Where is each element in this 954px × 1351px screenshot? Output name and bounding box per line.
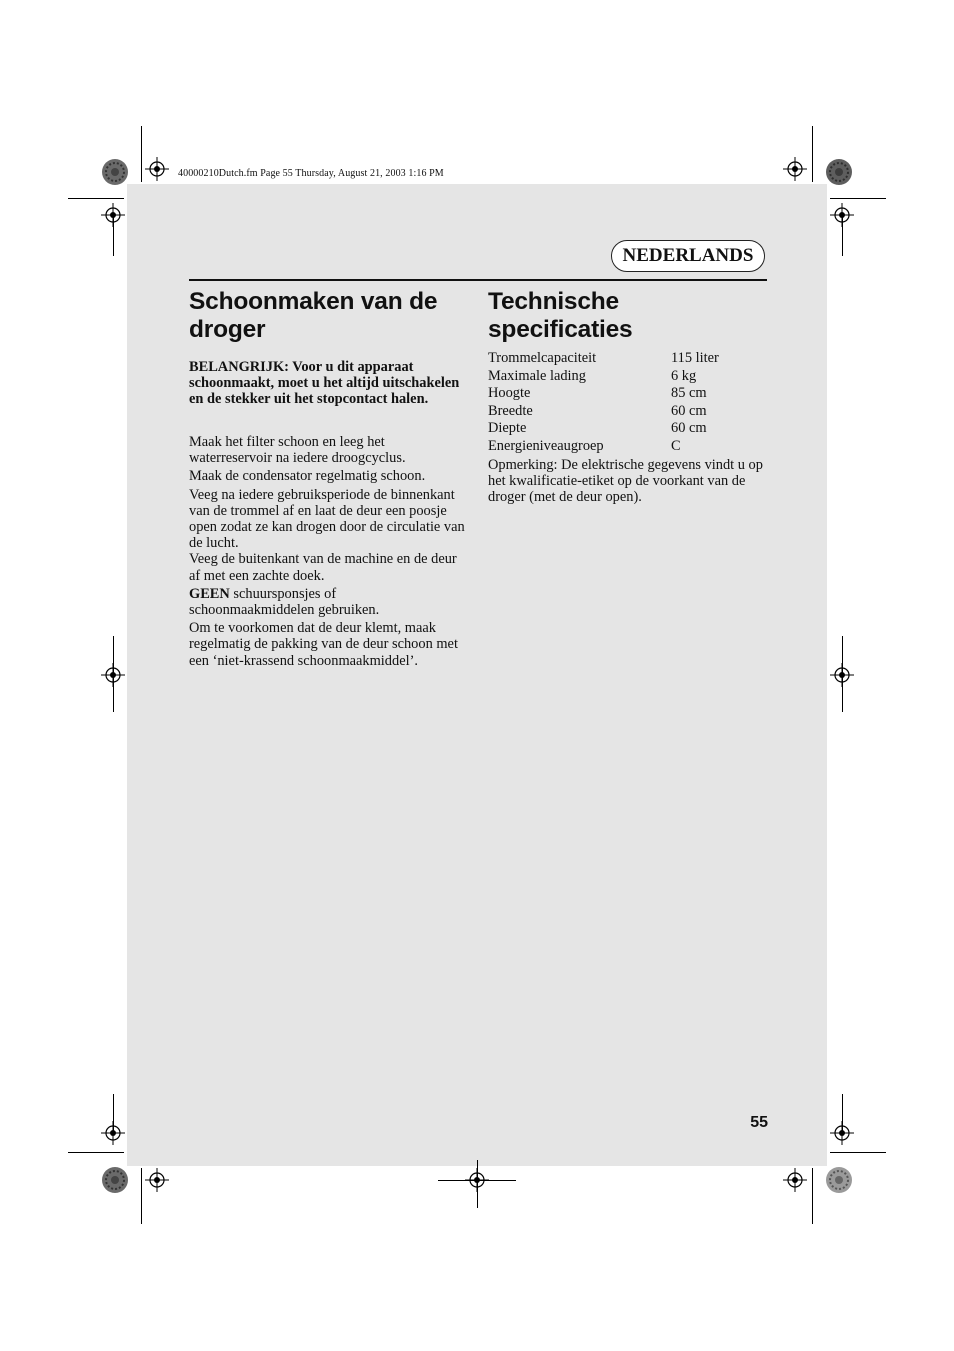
spec-label: Hoogte	[488, 385, 531, 402]
crop-line	[830, 1152, 886, 1153]
spec-value: C	[671, 437, 681, 454]
spec-value: 85 cm	[671, 385, 707, 402]
warning-text: BELANGRIJK: Voor u dit apparaat schoonmaakt, moet u het altijd uitschakelen en de stekker uit het stopcontact halen.	[189, 359, 460, 407]
emphasis-text: GEEN	[189, 585, 230, 602]
paragraph: Maak de condensator regelmatig schoon.	[189, 468, 426, 485]
spec-row	[488, 350, 719, 368]
registration-mark-icon	[145, 157, 169, 181]
paragraph: Om te voorkomen dat de deur klemt, maak regelmatig de pakking van de deur schoon met een ‘niet-krassend schoonmaakmiddel’.	[189, 620, 458, 669]
crop-line	[113, 216, 114, 256]
crop-line	[113, 636, 114, 712]
page-number: 55	[750, 1114, 768, 1131]
spec-label: Energieniveaugroep	[488, 437, 604, 454]
crop-line	[141, 126, 142, 182]
paragraph-text: schuursponsjes of schoonmaakmiddelen gebruiken.	[189, 585, 380, 619]
specifications-section	[488, 288, 768, 505]
color-wheel-icon	[101, 158, 129, 186]
language-tab: NEDERLANDS	[611, 240, 765, 272]
spec-table	[488, 350, 719, 456]
paragraph: Maak het filter schoon en leeg het waterreservoir na iedere droogcyclus.	[189, 434, 406, 467]
spec-label: Maximale lading	[488, 367, 586, 384]
crop-line	[842, 636, 843, 712]
spec-label: Diepte	[488, 420, 527, 437]
registration-mark-icon	[145, 1168, 169, 1192]
crop-line	[113, 1094, 114, 1134]
registration-mark-icon	[783, 157, 807, 181]
spec-value: 6 kg	[671, 367, 697, 384]
section-title: Schoonmaken van de droger	[189, 288, 438, 343]
crop-line	[812, 126, 813, 182]
spec-row	[488, 368, 719, 386]
color-wheel-icon	[825, 158, 853, 186]
section-divider	[189, 279, 767, 281]
spec-row	[488, 438, 719, 456]
color-wheel-icon	[825, 1166, 853, 1194]
spec-row	[488, 420, 719, 438]
spec-row	[488, 385, 719, 403]
spec-label: Trommelcapaciteit	[488, 350, 597, 366]
crop-line	[477, 1160, 478, 1208]
spec-value: 60 cm	[671, 420, 707, 437]
crop-line	[141, 1168, 142, 1224]
spec-label: Breedte	[488, 402, 533, 419]
crop-line	[68, 1152, 124, 1153]
crop-line	[842, 1094, 843, 1134]
crop-line	[830, 198, 886, 199]
crop-line	[842, 216, 843, 256]
color-wheel-icon	[101, 1166, 129, 1194]
crop-line	[812, 1168, 813, 1224]
file-header: 40000210Dutch.fm Page 55 Thursday, August 21, 2003 1:16 PM	[178, 168, 444, 179]
paragraph	[189, 586, 465, 618]
section-title: Technische specificaties	[488, 288, 633, 343]
paragraph: Veeg de buitenkant van de machine en de deur af met een zachte doek.	[189, 551, 457, 584]
cleaning-section	[189, 288, 465, 669]
crop-line	[68, 198, 124, 199]
crop-line	[438, 1180, 516, 1181]
registration-mark-icon	[783, 1168, 807, 1192]
paragraph: Veeg na iedere gebruiksperiode de binnenkant van de trommel af en laat de deur een poosje open zodat ze kan drogen door de circulatie van de lucht.	[189, 486, 465, 552]
spec-value: 60 cm	[671, 402, 707, 419]
spec-value: 115 liter	[671, 350, 719, 366]
note-text: Opmerking: De elektrische gegevens vindt u op het kwalificatie-etiket op de voorkant van de droger (met de deur open).	[488, 456, 763, 505]
spec-row	[488, 403, 719, 421]
